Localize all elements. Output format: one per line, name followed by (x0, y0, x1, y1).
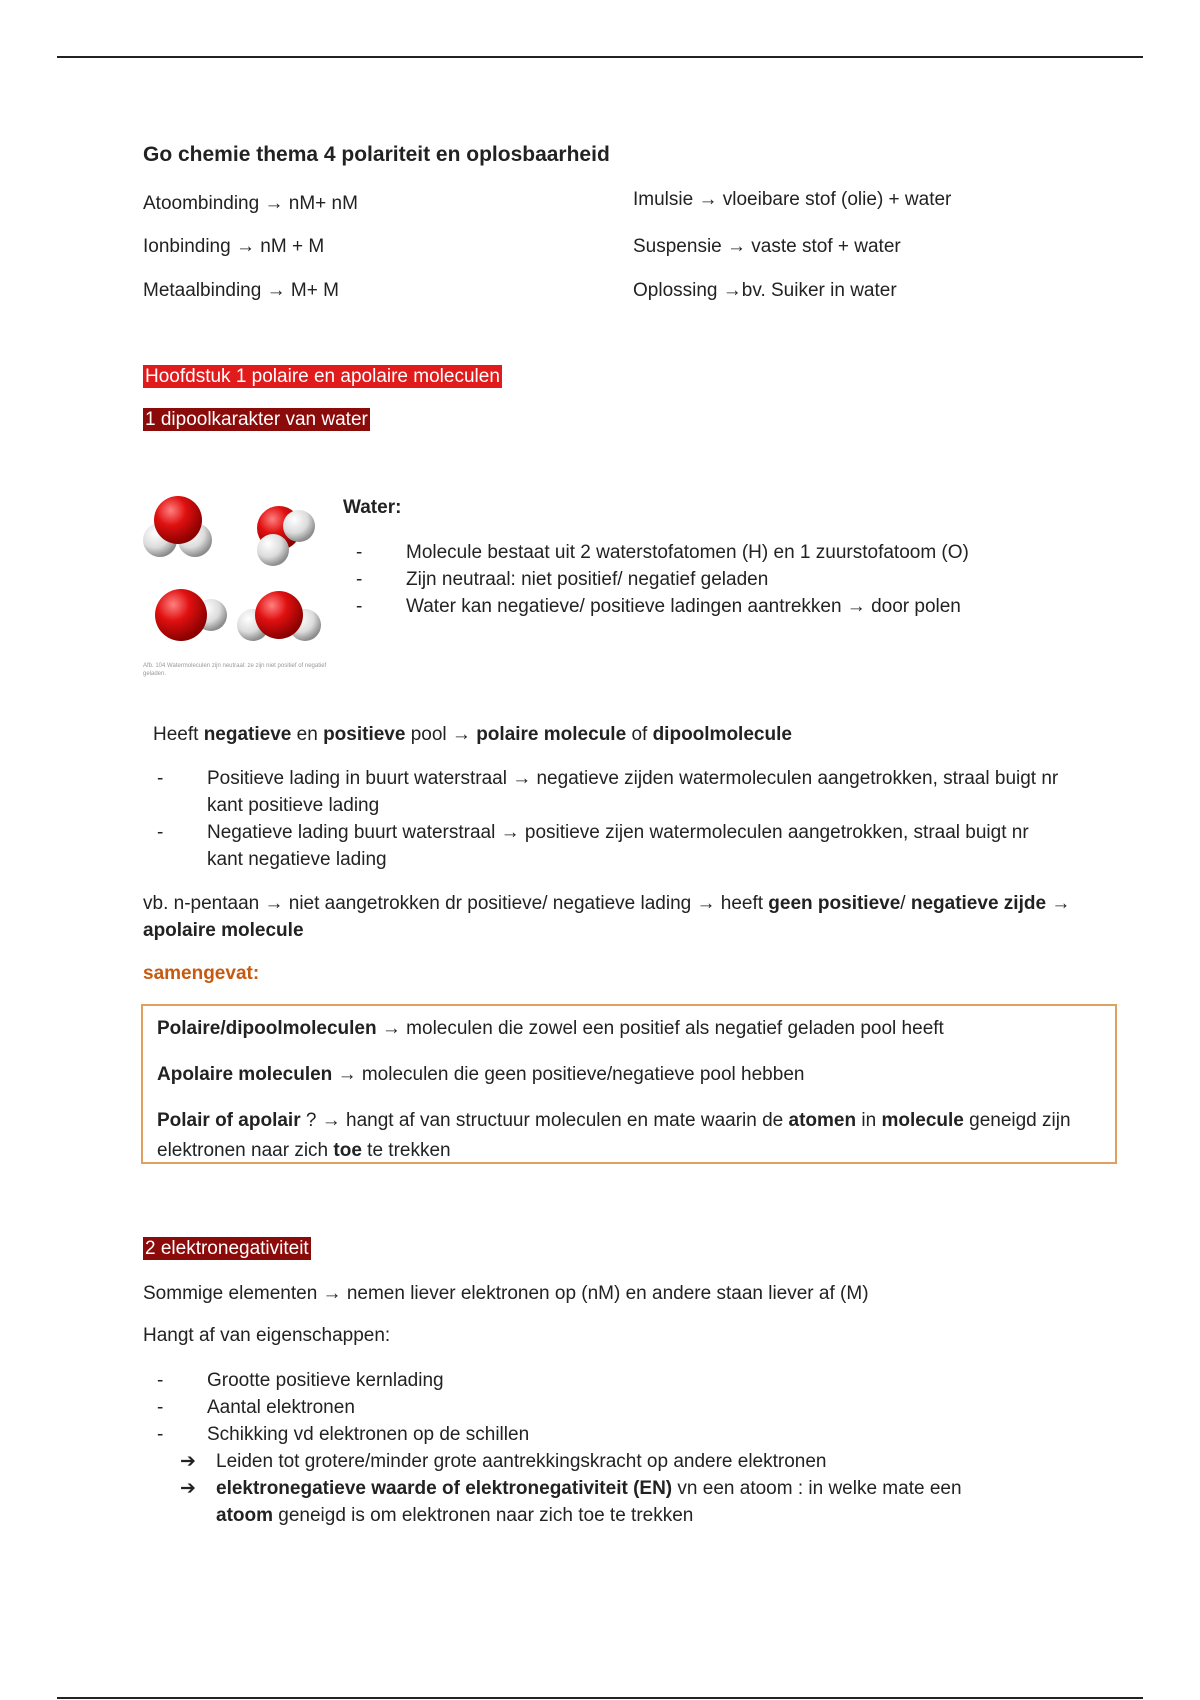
list-item: - Grootte positieve kernlading (157, 1370, 444, 1391)
summary-label: samengevat: (143, 963, 260, 984)
pool-list (157, 765, 1067, 873)
water-label: Water: (343, 497, 402, 518)
consequence-list (180, 1448, 1020, 1529)
bottom-rule (57, 1697, 1143, 1699)
list-item: ➔ Leiden tot grotere/minder grote aantrekkingskracht op andere elektronen (180, 1448, 1020, 1475)
list-item: - Zijn neutraal: niet positief/ negatief geladen (356, 569, 769, 590)
def-metaalbinding: Metaalbinding → M+ M (143, 280, 339, 301)
page-title: Go chemie thema 4 polariteit en oplosbaarheid (143, 143, 610, 166)
properties-list (157, 1367, 1057, 1448)
water-molecule-2 (257, 506, 315, 566)
summary-box (141, 1004, 1117, 1164)
list-item: - Schikking vd elektronen op de schillen (157, 1424, 530, 1445)
def-imulsie: Imulsie → vloeibare stof (olie) + water (633, 189, 952, 210)
top-rule (57, 56, 1143, 58)
elements-line: Sommige elementen → nemen liever elektronen op (nM) en andere staan liever af (M) (143, 1283, 869, 1304)
def-oplossing: Oplossing →bv. Suiker in water (633, 280, 897, 301)
arrow-icon: ➔ (180, 1451, 196, 1472)
list-item: - Positieve lading in buurt waterstraal → negatieve zijden watermoleculen aangetrokken, straal buigt nr kant positieve lading (157, 768, 1059, 816)
properties-line: Hangt af van eigenschappen: (143, 1325, 391, 1346)
def-atoombinding: Atoombinding → nM+ nM (143, 193, 358, 214)
section2-heading: 2 elektronegativiteit (145, 1238, 309, 1259)
list-item: - Aantal elektronen (157, 1397, 355, 1418)
water-molecule-1 (143, 496, 212, 557)
pentaan-paragraph: vb. n-pentaan → niet aangetrokken dr positieve/ negatieve lading → heeft geen positieve/ negatieve zijde → apolaire molecule (143, 893, 1071, 941)
pool-sentence: Heeft negatieve en positieve pool → polaire molecule of dipoolmolecule (153, 724, 792, 745)
summary-polair: Polaire/dipoolmoleculen → moleculen die zowel een positief als negatief geladen pool heeft (157, 1018, 944, 1039)
def-ionbinding: Ionbinding → nM + M (143, 236, 325, 257)
chapter1-heading: Hoofdstuk 1 polaire en apolaire moleculen (145, 366, 500, 387)
water-molecules-illustration (143, 490, 328, 680)
section1-heading: 1 dipoolkarakter van water (145, 409, 368, 430)
list-item: - Water kan negatieve/ positieve ladingen aantrekken → door polen (356, 596, 961, 617)
list-item: - Negatieve lading buurt waterstraal → positieve zijen watermoleculen aangetrokken, straal buigt nr kant negatieve lading (157, 822, 1029, 870)
water-list (356, 539, 1076, 620)
list-item: - Molecule bestaat uit 2 waterstofatomen (H) en 1 zuurstofatoom (O) (356, 542, 969, 563)
def-suspensie: Suspensie → vaste stof + water (633, 236, 901, 257)
water-molecule-4 (237, 591, 321, 641)
list-item: ➔ elektronegatieve waarde of elektronegativiteit (EN) vn een atoom : in welke mate een atoom geneigd is om elektronen naar zich toe te trekken (180, 1475, 1020, 1529)
water-molecule-3 (155, 589, 227, 641)
water-molecules-figure (143, 490, 328, 680)
summary-apolair: Apolaire moleculen → moleculen die geen positieve/negatieve pool hebben (157, 1064, 805, 1085)
summary-polair-of-apolair: Polair of apolair ? → hangt af van structuur moleculen en mate waarin de atomen in molecule geneigd zijn elektronen naar zich toe te trekken (157, 1110, 1071, 1161)
figure-caption: Afb. 104 Watermoleculen zijn neutraal: ze zijn niet positief of negatief geladen. (143, 663, 327, 677)
arrow-icon: ➔ (180, 1478, 196, 1499)
